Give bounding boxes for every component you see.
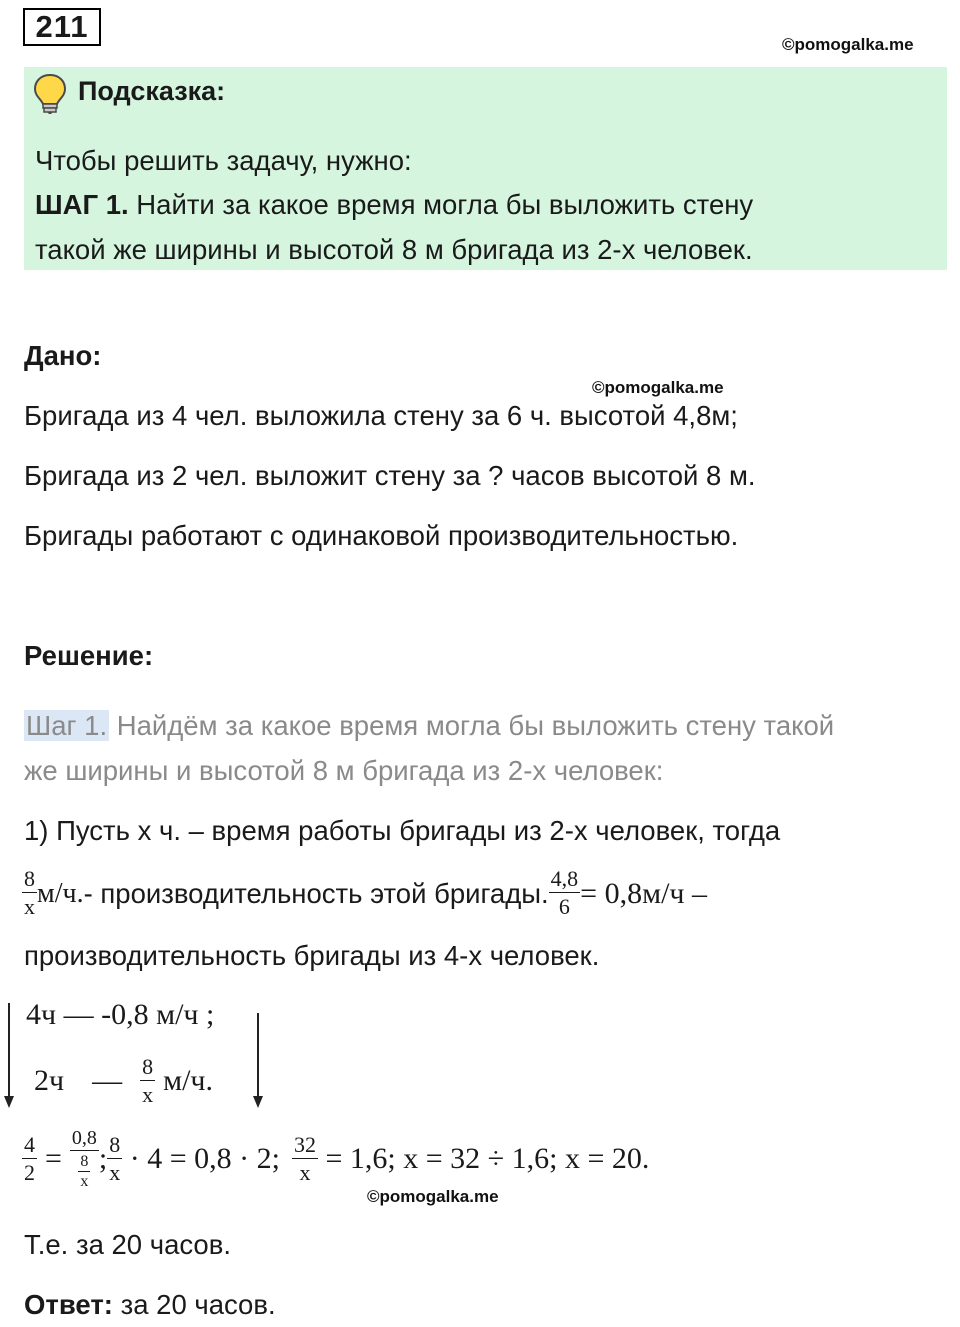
given-line-3: Бригады работают с одинаковой производительностью.	[24, 520, 739, 551]
equation-part-2: = 1,6; x = 32 ÷ 1,6; x = 20.	[318, 1142, 650, 1175]
fraction-numerator: 0,8	[71, 1127, 97, 1149]
lightbulb-icon	[32, 73, 68, 115]
solution-heading: Решение:	[24, 640, 154, 671]
hint-title: Подсказка:	[78, 76, 226, 106]
given-heading: Дано:	[24, 340, 102, 371]
fraction-numerator: 4,8	[550, 866, 579, 891]
proportion-line-2	[34, 1056, 213, 1106]
fraction-8-over-x-prop	[140, 1056, 155, 1106]
equation-line	[22, 1128, 649, 1190]
proportion-line-1: 4ч — -0,8 м/ч ;	[26, 998, 215, 1031]
arrow-right-line	[257, 1013, 259, 1097]
answer-text: за 20 часов.	[112, 1289, 276, 1320]
arrow-left-line	[8, 1003, 10, 1097]
fraction-numerator: 32	[294, 1132, 316, 1157]
fraction-numerator: 8	[142, 1054, 154, 1079]
conclusion: Т.е. за 20 часов.	[24, 1229, 231, 1260]
nested-denominator: x	[80, 1173, 89, 1190]
prop2-dash: —	[92, 1064, 123, 1097]
unit-mh: м/ч.	[37, 877, 84, 909]
productivity-text: - производительность этой бригады.	[83, 877, 549, 909]
hint-step-text-2: такой же ширины и высотой 8 м бригада из 2-х человек.	[35, 234, 753, 265]
fraction-4-over-2	[22, 1134, 37, 1184]
arrow-right-head	[253, 1096, 263, 1108]
hint-step-text: Найти за какое время могла бы выложить стену	[128, 189, 754, 220]
solution-step-text-2: же ширины и высотой 8 м бригада из 2-х человек:	[24, 755, 664, 786]
problem-number: 211	[23, 8, 101, 46]
fraction-denominator: x	[109, 1160, 121, 1185]
fraction-numerator: 8	[109, 1132, 121, 1157]
watermark-bottom: ©pomogalka.me	[367, 1187, 499, 1206]
productivity-value: = 0,8м/ч –	[580, 876, 707, 910]
fraction-48-over-6	[549, 868, 581, 918]
nested-fraction	[78, 1151, 90, 1190]
fraction-denominator: 6	[558, 894, 570, 919]
arrow-left-head	[4, 1096, 14, 1108]
fraction-denominator: x	[142, 1082, 154, 1107]
answer	[24, 1282, 276, 1327]
equals-sign: =	[45, 1142, 62, 1175]
fraction-denominator: 2	[24, 1160, 35, 1185]
solution-step-label: Шаг 1.	[26, 710, 108, 741]
hint-step	[35, 182, 753, 227]
hint-step-label: ШАГ 1.	[35, 189, 129, 220]
watermark-middle: ©pomogalka.me	[592, 378, 724, 397]
equation-part-1: · 4 = 0,8 · 2;	[122, 1142, 280, 1175]
solution-line-3: производительность бригады из 4-х человек.	[24, 940, 600, 971]
fraction-8-over-x-eq	[107, 1134, 122, 1184]
prop2-unit: м/ч.	[163, 1064, 214, 1097]
fraction-denominator: x	[299, 1160, 311, 1185]
fraction-08-over-8x	[70, 1128, 99, 1190]
solution-step-text: Найдём за какое время могла бы выложить стену такой	[109, 710, 835, 741]
fraction-8-over-x	[22, 868, 37, 918]
solution-line-2	[22, 868, 707, 918]
nested-numerator: 8	[80, 1153, 89, 1170]
given-line-2: Бригада из 2 чел. выложит стену за ? часов высотой 8 м.	[24, 460, 756, 491]
prop2-hours: 2ч	[34, 1064, 65, 1097]
fraction-denominator: x	[24, 894, 35, 919]
answer-label: Ответ:	[24, 1289, 113, 1320]
watermark-top: ©pomogalka.me	[782, 35, 914, 54]
fraction-numerator: 4	[24, 1132, 35, 1157]
fraction-32-over-x	[292, 1134, 318, 1184]
solution-line-1: 1) Пусть х ч. – время работы бригады из 2-х человек, тогда	[24, 815, 781, 846]
semicolon: ;	[98, 1142, 108, 1175]
given-line-1: Бригада из 4 чел. выложила стену за 6 ч. высотой 4,8м;	[24, 400, 738, 431]
solution-step	[24, 703, 834, 748]
hint-intro: Чтобы решить задачу, нужно:	[35, 145, 412, 176]
fraction-numerator: 8	[24, 866, 35, 891]
